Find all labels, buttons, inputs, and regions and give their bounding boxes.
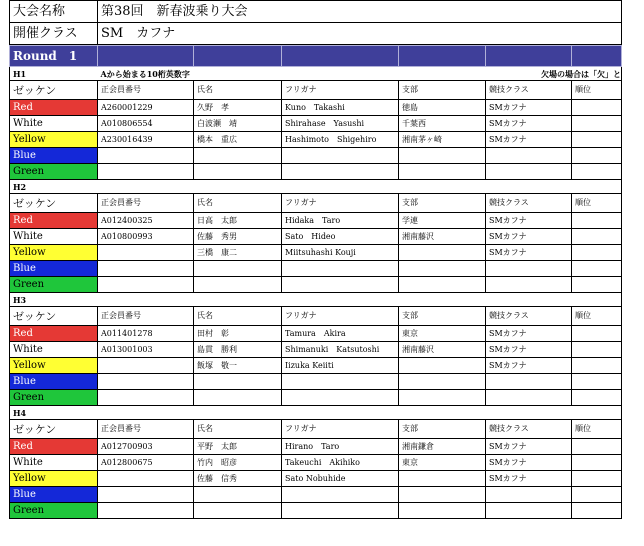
rank-cell[interactable] <box>572 503 622 519</box>
jersey-color-cell: White <box>10 229 98 245</box>
competitor-row <box>10 374 622 390</box>
furigana-header: フリガナ <box>282 81 399 100</box>
class-cell[interactable] <box>486 277 572 293</box>
heat-group-row <box>10 67 622 81</box>
competitor-row <box>10 100 622 116</box>
furigana-cell[interactable] <box>282 277 399 293</box>
member-no-cell[interactable]: A230016439 <box>98 132 194 148</box>
branch-header: 支部 <box>399 194 486 213</box>
rank-header: 順位 <box>572 194 622 213</box>
event-class-label: 開催クラス <box>10 23 98 45</box>
furigana-cell[interactable] <box>282 148 399 164</box>
branch-cell[interactable]: 学連 <box>399 213 486 229</box>
member-no-cell[interactable] <box>98 164 194 180</box>
rank-cell[interactable] <box>572 116 622 132</box>
member-no-header: 正会員番号 <box>98 81 194 100</box>
heat-note-cell <box>98 180 622 194</box>
rank-header: 順位 <box>572 420 622 439</box>
event-name-label: 大会名称 <box>10 1 98 23</box>
furigana-cell[interactable] <box>282 390 399 406</box>
furigana-cell[interactable]: Kuno Takashi <box>282 100 399 116</box>
furigana-cell[interactable]: Tamura Akira <box>282 326 399 342</box>
class-cell[interactable]: SMカフナ <box>486 471 572 487</box>
name-cell[interactable]: 橋本 重広 <box>194 132 282 148</box>
furigana-cell[interactable] <box>282 164 399 180</box>
heat-sheet <box>9 0 644 519</box>
member-no-cell[interactable]: A013001003 <box>98 342 194 358</box>
name-header: 氏名 <box>194 307 282 326</box>
rank-cell[interactable] <box>572 213 622 229</box>
rank-cell[interactable] <box>572 132 622 148</box>
name-cell[interactable]: 佐藤 秀男 <box>194 229 282 245</box>
jersey-color-cell: Yellow <box>10 132 98 148</box>
column-header-row <box>10 307 622 326</box>
furigana-cell[interactable]: Iizuka Keiiti <box>282 358 399 374</box>
class-cell[interactable]: SMカフナ <box>486 132 572 148</box>
heat-label: H4 <box>10 406 98 420</box>
rank-cell[interactable] <box>572 455 622 471</box>
rank-cell[interactable] <box>572 245 622 261</box>
branch-cell[interactable] <box>399 390 486 406</box>
member-no-cell[interactable] <box>98 487 194 503</box>
furigana-cell[interactable] <box>282 261 399 277</box>
heat-group-row <box>10 180 622 194</box>
rank-cell[interactable] <box>572 100 622 116</box>
heat-label: H3 <box>10 293 98 307</box>
name-cell[interactable]: 平野 太郎 <box>194 439 282 455</box>
jersey-color-cell: Green <box>10 164 98 180</box>
class-header: 競技クラス <box>486 81 572 100</box>
class-cell[interactable]: SMカフナ <box>486 213 572 229</box>
rank-cell[interactable] <box>572 261 622 277</box>
name-cell[interactable] <box>194 390 282 406</box>
jersey-color-cell: White <box>10 116 98 132</box>
furigana-cell[interactable]: Sato Nobuhide <box>282 471 399 487</box>
competitor-row <box>10 245 622 261</box>
furigana-cell[interactable]: Shirahase Yasushi <box>282 116 399 132</box>
name-cell[interactable]: 白波瀬 靖 <box>194 116 282 132</box>
competitor-row <box>10 148 622 164</box>
heat-label: H2 <box>10 180 98 194</box>
furigana-cell[interactable]: Takeuchi Akihiko <box>282 455 399 471</box>
class-cell[interactable] <box>486 503 572 519</box>
furigana-cell[interactable] <box>282 503 399 519</box>
rank-cell[interactable] <box>572 326 622 342</box>
rank-cell[interactable] <box>572 390 622 406</box>
member-no-header: 正会員番号 <box>98 194 194 213</box>
branch-cell[interactable]: 千葉西 <box>399 116 486 132</box>
furigana-header: フリガナ <box>282 420 399 439</box>
event-class-value[interactable]: SM カフナ <box>98 23 622 45</box>
competitor-row <box>10 326 622 342</box>
member-no-cell[interactable]: A260001229 <box>98 100 194 116</box>
branch-cell[interactable]: 湘南藤沢 <box>399 229 486 245</box>
class-cell[interactable]: SMカフナ <box>486 245 572 261</box>
name-cell[interactable]: 竹内 昭彦 <box>194 455 282 471</box>
heat-note-cell <box>98 67 622 81</box>
name-header: 氏名 <box>194 81 282 100</box>
furigana-header: フリガナ <box>282 307 399 326</box>
name-cell[interactable]: 久野 孝 <box>194 100 282 116</box>
id-format-note: Aから始まる10桁英数字 <box>100 68 190 79</box>
event-name-value[interactable]: 第38回 新春波乗り大会 <box>98 1 622 23</box>
branch-cell[interactable]: 徳島 <box>399 100 486 116</box>
branch-cell[interactable]: 東京 <box>399 326 486 342</box>
furigana-cell[interactable]: Miitsuhashi Kouji <box>282 245 399 261</box>
member-no-cell[interactable] <box>98 358 194 374</box>
competitor-row <box>10 164 622 180</box>
jersey-color-cell: Red <box>10 326 98 342</box>
heat-note-cell <box>98 293 622 307</box>
column-header-row <box>10 194 622 213</box>
name-cell[interactable] <box>194 277 282 293</box>
class-cell[interactable] <box>486 487 572 503</box>
member-no-cell[interactable] <box>98 148 194 164</box>
member-no-cell[interactable]: A010800993 <box>98 229 194 245</box>
member-no-header: 正会員番号 <box>98 420 194 439</box>
competitor-row <box>10 455 622 471</box>
furigana-cell[interactable]: Hirano Taro <box>282 439 399 455</box>
round-label: Round 1 <box>10 46 98 67</box>
member-no-cell[interactable] <box>98 503 194 519</box>
column-header-row <box>10 81 622 100</box>
member-no-header: 正会員番号 <box>98 307 194 326</box>
jersey-color-cell: Yellow <box>10 245 98 261</box>
competitor-row <box>10 116 622 132</box>
rank-cell[interactable] <box>572 148 622 164</box>
name-cell[interactable] <box>194 487 282 503</box>
name-cell[interactable]: 佐藤 信秀 <box>194 471 282 487</box>
competitor-row <box>10 471 622 487</box>
branch-cell[interactable] <box>399 358 486 374</box>
branch-header: 支部 <box>399 307 486 326</box>
branch-cell[interactable] <box>399 245 486 261</box>
class-cell[interactable]: SMカフナ <box>486 358 572 374</box>
name-cell[interactable] <box>194 261 282 277</box>
competitor-row <box>10 439 622 455</box>
jersey-color-cell: Red <box>10 439 98 455</box>
zekken-header: ゼッケン <box>10 420 98 439</box>
branch-header: 支部 <box>399 81 486 100</box>
branch-cell[interactable] <box>399 503 486 519</box>
jersey-color-cell: Green <box>10 277 98 293</box>
name-cell[interactable] <box>194 148 282 164</box>
class-header: 競技クラス <box>486 420 572 439</box>
competitor-row <box>10 229 622 245</box>
rank-cell[interactable] <box>572 487 622 503</box>
name-cell[interactable]: 三橋 康二 <box>194 245 282 261</box>
furigana-cell[interactable]: Sato Hideo <box>282 229 399 245</box>
jersey-color-cell: Green <box>10 503 98 519</box>
class-cell[interactable]: SMカフナ <box>486 229 572 245</box>
rank-cell[interactable] <box>572 164 622 180</box>
class-cell[interactable]: SMカフナ <box>486 439 572 455</box>
member-no-cell[interactable]: A010806554 <box>98 116 194 132</box>
branch-cell[interactable]: 湘南藤沢 <box>399 342 486 358</box>
name-cell[interactable] <box>194 374 282 390</box>
name-cell[interactable] <box>194 164 282 180</box>
absent-note: 欠場の場合は「欠」と <box>541 68 621 79</box>
class-cell[interactable]: SMカフナ <box>486 116 572 132</box>
branch-cell[interactable] <box>399 487 486 503</box>
jersey-color-cell: Blue <box>10 374 98 390</box>
event-header-table <box>9 0 622 45</box>
class-cell[interactable] <box>486 261 572 277</box>
furigana-cell[interactable] <box>282 487 399 503</box>
branch-cell[interactable] <box>399 374 486 390</box>
name-cell[interactable] <box>194 503 282 519</box>
competitor-row <box>10 261 622 277</box>
jersey-color-cell: Yellow <box>10 358 98 374</box>
class-cell[interactable] <box>486 148 572 164</box>
name-cell[interactable]: 島貫 勝利 <box>194 342 282 358</box>
member-no-cell[interactable] <box>98 471 194 487</box>
branch-cell[interactable] <box>399 277 486 293</box>
branch-cell[interactable] <box>399 261 486 277</box>
branch-cell[interactable] <box>399 148 486 164</box>
furigana-cell[interactable]: Hidaka Taro <box>282 213 399 229</box>
furigana-header: フリガナ <box>282 194 399 213</box>
competitor-row <box>10 132 622 148</box>
branch-cell[interactable]: 湘南鎌倉 <box>399 439 486 455</box>
member-no-cell[interactable] <box>98 277 194 293</box>
member-no-cell[interactable] <box>98 261 194 277</box>
competitor-row <box>10 358 622 374</box>
branch-cell[interactable] <box>399 164 486 180</box>
competitor-row <box>10 277 622 293</box>
member-no-cell[interactable] <box>98 374 194 390</box>
furigana-cell[interactable]: Hashimoto Shigehiro <box>282 132 399 148</box>
rank-header: 順位 <box>572 307 622 326</box>
jersey-color-cell: Blue <box>10 487 98 503</box>
class-header: 競技クラス <box>486 307 572 326</box>
competitor-row <box>10 342 622 358</box>
jersey-color-cell: Red <box>10 213 98 229</box>
furigana-cell[interactable] <box>282 374 399 390</box>
jersey-color-cell: Blue <box>10 148 98 164</box>
branch-header: 支部 <box>399 420 486 439</box>
member-no-cell[interactable]: A012800675 <box>98 455 194 471</box>
heat-note-cell <box>98 406 622 420</box>
name-cell[interactable]: 田村 彰 <box>194 326 282 342</box>
rank-cell[interactable] <box>572 374 622 390</box>
member-no-cell[interactable]: A012700903 <box>98 439 194 455</box>
jersey-color-cell: Yellow <box>10 471 98 487</box>
member-no-cell[interactable]: A012400325 <box>98 213 194 229</box>
rank-header: 順位 <box>572 81 622 100</box>
member-no-cell[interactable] <box>98 390 194 406</box>
class-cell[interactable] <box>486 164 572 180</box>
jersey-color-cell: Blue <box>10 261 98 277</box>
column-header-row <box>10 420 622 439</box>
competitor-row <box>10 213 622 229</box>
branch-cell[interactable]: 湘南茅ヶ崎 <box>399 132 486 148</box>
name-cell[interactable]: 飯塚 敬一 <box>194 358 282 374</box>
class-cell[interactable]: SMカフナ <box>486 455 572 471</box>
zekken-header: ゼッケン <box>10 81 98 100</box>
heat-table <box>9 45 622 519</box>
competitor-row <box>10 390 622 406</box>
competitor-row <box>10 503 622 519</box>
rank-cell[interactable] <box>572 358 622 374</box>
name-cell[interactable]: 日高 太郎 <box>194 213 282 229</box>
rank-cell[interactable] <box>572 277 622 293</box>
jersey-color-cell: Green <box>10 390 98 406</box>
jersey-color-cell: Red <box>10 100 98 116</box>
furigana-cell[interactable]: Shimanuki Katsutoshi <box>282 342 399 358</box>
competitor-row <box>10 487 622 503</box>
heat-group-row <box>10 293 622 307</box>
class-cell[interactable]: SMカフナ <box>486 100 572 116</box>
class-cell[interactable]: SMカフナ <box>486 326 572 342</box>
round-header-row <box>10 46 622 67</box>
branch-cell[interactable]: 東京 <box>399 455 486 471</box>
name-header: 氏名 <box>194 194 282 213</box>
class-cell[interactable]: SMカフナ <box>486 342 572 358</box>
class-cell[interactable] <box>486 390 572 406</box>
name-header: 氏名 <box>194 420 282 439</box>
rank-cell[interactable] <box>572 439 622 455</box>
class-cell[interactable] <box>486 374 572 390</box>
heat-group-row <box>10 406 622 420</box>
rank-cell[interactable] <box>572 471 622 487</box>
rank-cell[interactable] <box>572 229 622 245</box>
zekken-header: ゼッケン <box>10 194 98 213</box>
member-no-cell[interactable] <box>98 245 194 261</box>
class-header: 競技クラス <box>486 194 572 213</box>
zekken-header: ゼッケン <box>10 307 98 326</box>
jersey-color-cell: White <box>10 455 98 471</box>
heat-label: H1 <box>10 67 98 81</box>
branch-cell[interactable] <box>399 471 486 487</box>
jersey-color-cell: White <box>10 342 98 358</box>
rank-cell[interactable] <box>572 342 622 358</box>
member-no-cell[interactable]: A011401278 <box>98 326 194 342</box>
